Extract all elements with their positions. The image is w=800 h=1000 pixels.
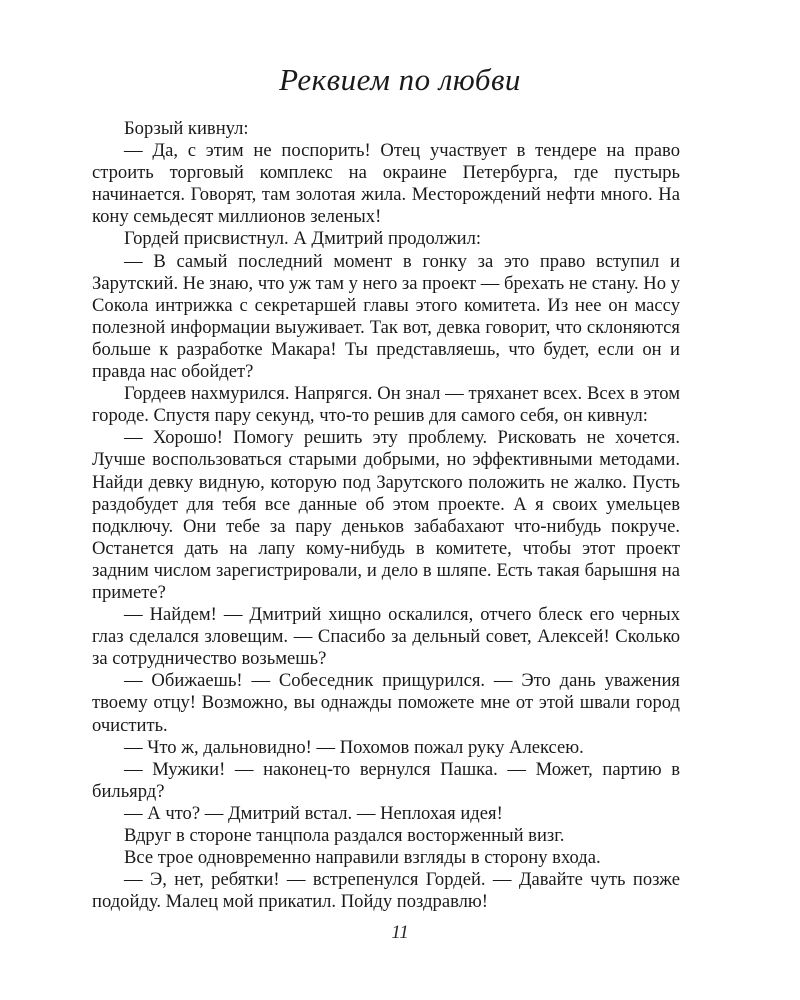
- paragraph: — Найдем! — Дмитрий хищно оскалился, отчего блеск его черных глаз сделался зловещим. — Спасибо за дельный совет, Алексей! Сколько за сотрудничество возьмешь?: [92, 604, 680, 670]
- paragraph: — В самый последний момент в гонку за это право вступил и Зарутский. Не знаю, что уж там у него за проект — брехать не стану. Но у Сокола интрижка с секретаршей главы этого комитета. Из нее он массу полезной информации выуживает. Так вот, девка говорит, что склоняются больше к разработке Макара! Ты представляешь, что будет, если он и правда нас обойдет?: [92, 250, 680, 383]
- paragraph: Все трое одновременно направили взгляды в сторону входа.: [124, 847, 601, 869]
- running-header: Реквием по любви: [279, 62, 521, 97]
- paragraph: — Мужики! — наконец-то вернулся Пашка. — Может, партию в бильярд?: [92, 758, 680, 802]
- paragraph: Вдруг в стороне танцпола раздался восторженный визг.: [124, 825, 565, 846]
- paragraph: — Да, с этим не поспорить! Отец участвует в тендере на право строить торговый комплекс на окраине Петербурга, где пустырь начинается. Говорят, там золотая жила. Месторождений нефти много. На кону семьдесят миллионов зеленых!: [92, 140, 680, 228]
- paragraph: Гордей присвистнул. А Дмитрий продолжил:: [124, 228, 482, 250]
- paragraph: — Обижаешь! — Собеседник прищурился. — Это дань уважения твоему отцу! Возможно, вы однажды поможете мне от этой швали город очистить.: [92, 670, 680, 736]
- paragraph: — А что? — Дмитрий встал. — Неплохая идея!: [124, 802, 503, 824]
- page-number: 11: [391, 922, 409, 943]
- paragraph: — Что ж, дальновидно! — Похомов пожал руку Алексею.: [124, 736, 584, 758]
- paragraph: — Э, нет, ребятки! — встрепенулся Гордей. — Давайте чуть позже подойду. Малец мой прикатил. Пойду поздравлю!: [92, 869, 680, 913]
- paragraph: Гордеев нахмурился. Напрягся. Он знал — тряханет всех. Всех в этом городе. Спустя пару секунд, что-то решив для самого себя, он кивнул:: [92, 383, 680, 427]
- paragraph: — Хорошо! Помогу решить эту проблему. Рисковать не хочется. Лучше воспользоваться старыми добрыми, но эффективными методами. Найди девку видную, которую под Зарутского положить не жалко. Пусть раздобудет для тебя все данные об этом проекте. А я своих умельцев подключу. Они тебе за пару деньков забабахают что-нибудь покруче. Останется дать на лапу кому-нибудь в комитете, чтобы этот проект задним числом зарегистрировали, и дело в шляпе. Есть такая барышня на примете?: [92, 427, 680, 603]
- paragraph: Борзый кивнул:: [124, 118, 249, 139]
- body-text: [92, 118, 680, 913]
